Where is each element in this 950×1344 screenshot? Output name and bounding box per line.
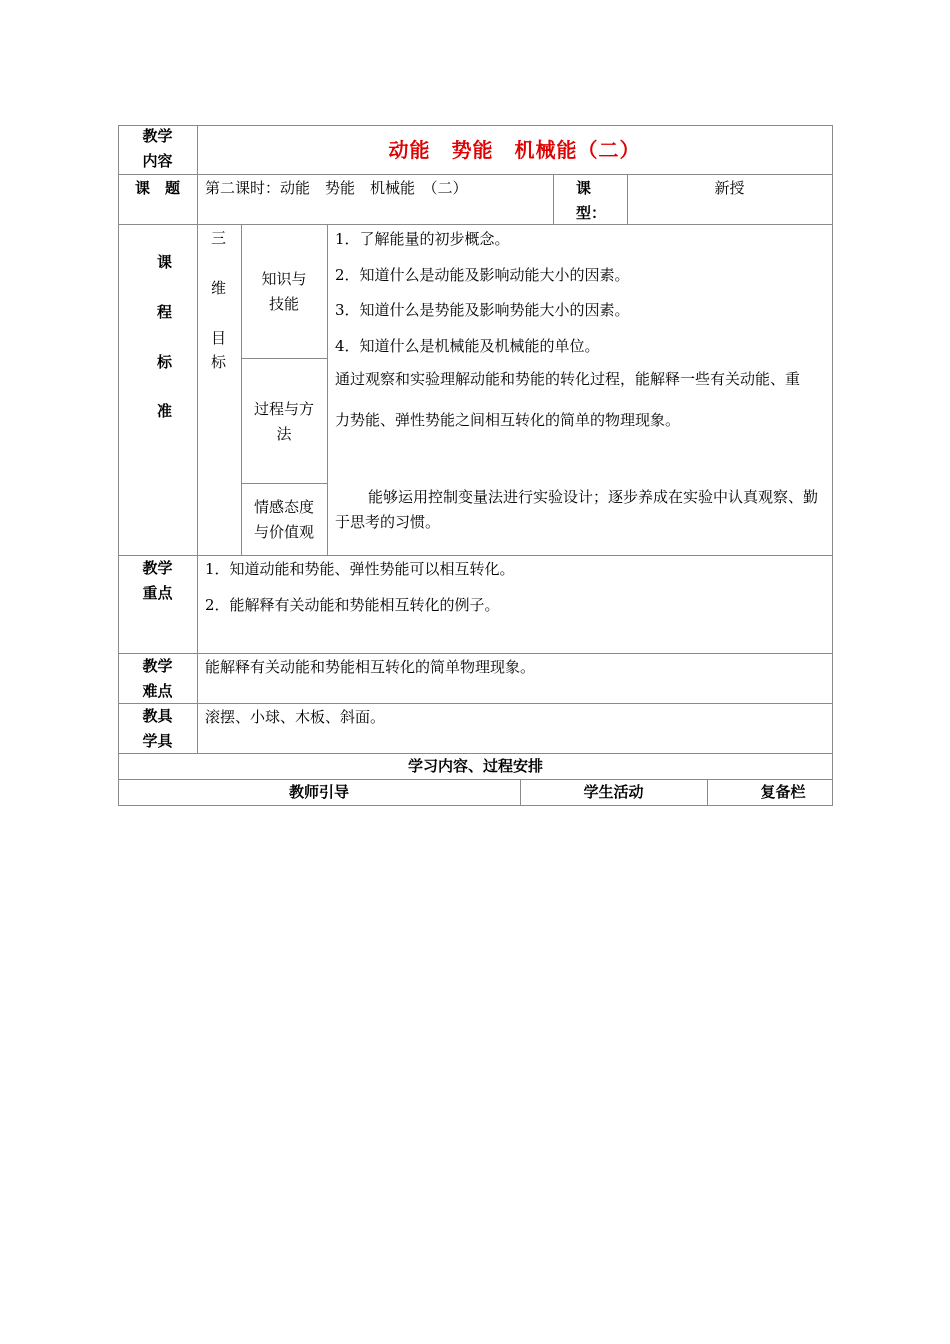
dimension-label-char: 目 — [211, 329, 227, 347]
cell-divider — [241, 483, 327, 484]
difficulty-label: 教学 难点 — [142, 657, 173, 700]
process-label: 过程与方 法 — [253, 400, 314, 443]
standard-label-char: 程 — [157, 303, 173, 321]
standard-label-char: 课 — [157, 253, 173, 271]
cell-divider — [327, 224, 328, 555]
emotion-label: 情感态度 与价值观 — [253, 498, 314, 541]
cell-divider — [553, 174, 554, 224]
column-header-review: 复备栏 — [760, 783, 806, 801]
table-border-bottom — [118, 805, 833, 806]
knowledge-item: 1．了解能量的初步概念。 — [335, 230, 510, 248]
knowledge-item: 2．知道什么是动能及影响动能大小的因素。 — [335, 266, 630, 284]
row-divider — [118, 224, 833, 225]
topic-label: 课 题 — [134, 179, 180, 197]
table-border-top — [118, 125, 833, 126]
arrangement-heading: 学习内容、过程安排 — [407, 757, 543, 775]
lesson-title: 动能 势能 机械能（二） — [388, 138, 641, 162]
tools-text: 滚摆、小球、木板、斜面。 — [205, 708, 386, 726]
lesson-type-value: 新授 — [714, 179, 745, 197]
content-label: 教学 内容 — [142, 127, 173, 170]
emotion-text: 能够运用控制变量法进行实验设计；逐步养成在实验中认真观察、勤于思考的习惯。 — [335, 488, 819, 531]
tools-label: 教具 学具 — [142, 707, 173, 750]
dimension-label-char: 维 — [211, 279, 227, 297]
cell-divider — [241, 358, 327, 359]
row-divider — [118, 555, 833, 556]
dimension-label-char: 三 — [211, 229, 227, 247]
column-header-student: 学生活动 — [583, 783, 644, 801]
lesson-type-label: 课 型： — [576, 179, 607, 222]
row-divider — [118, 703, 833, 704]
knowledge-item: 3．知道什么是势能及影响势能大小的因素。 — [335, 301, 630, 319]
key-point-item: 2．能解释有关动能和势能相互转化的例子。 — [205, 596, 500, 614]
table-border-right — [832, 125, 833, 805]
topic-value: 第二课时：动能 势能 机械能 （二） — [205, 179, 468, 197]
standard-label-char: 标 — [157, 353, 173, 371]
column-header-teacher: 教师引导 — [288, 783, 349, 801]
row-divider — [118, 653, 833, 654]
difficulty-text: 能解释有关动能和势能相互转化的简单物理现象。 — [205, 658, 536, 676]
key-points-label: 教学 重点 — [142, 559, 173, 602]
knowledge-item: 4．知道什么是机械能及机械能的单位。 — [335, 337, 600, 355]
process-text: 通过观察和实验理解动能和势能的转化过程，能解释一些有关动能、重力势能、弹性势能之间相互转化的简单的物理现象。 — [335, 370, 801, 429]
standard-label-char: 准 — [157, 402, 173, 420]
key-point-item: 1．知道动能和势能、弹性势能可以相互转化。 — [205, 560, 515, 578]
knowledge-label: 知识与 技能 — [261, 270, 307, 313]
row-divider — [118, 174, 833, 175]
label-column-divider — [197, 125, 198, 753]
dimension-label-char: 标 — [211, 353, 227, 371]
